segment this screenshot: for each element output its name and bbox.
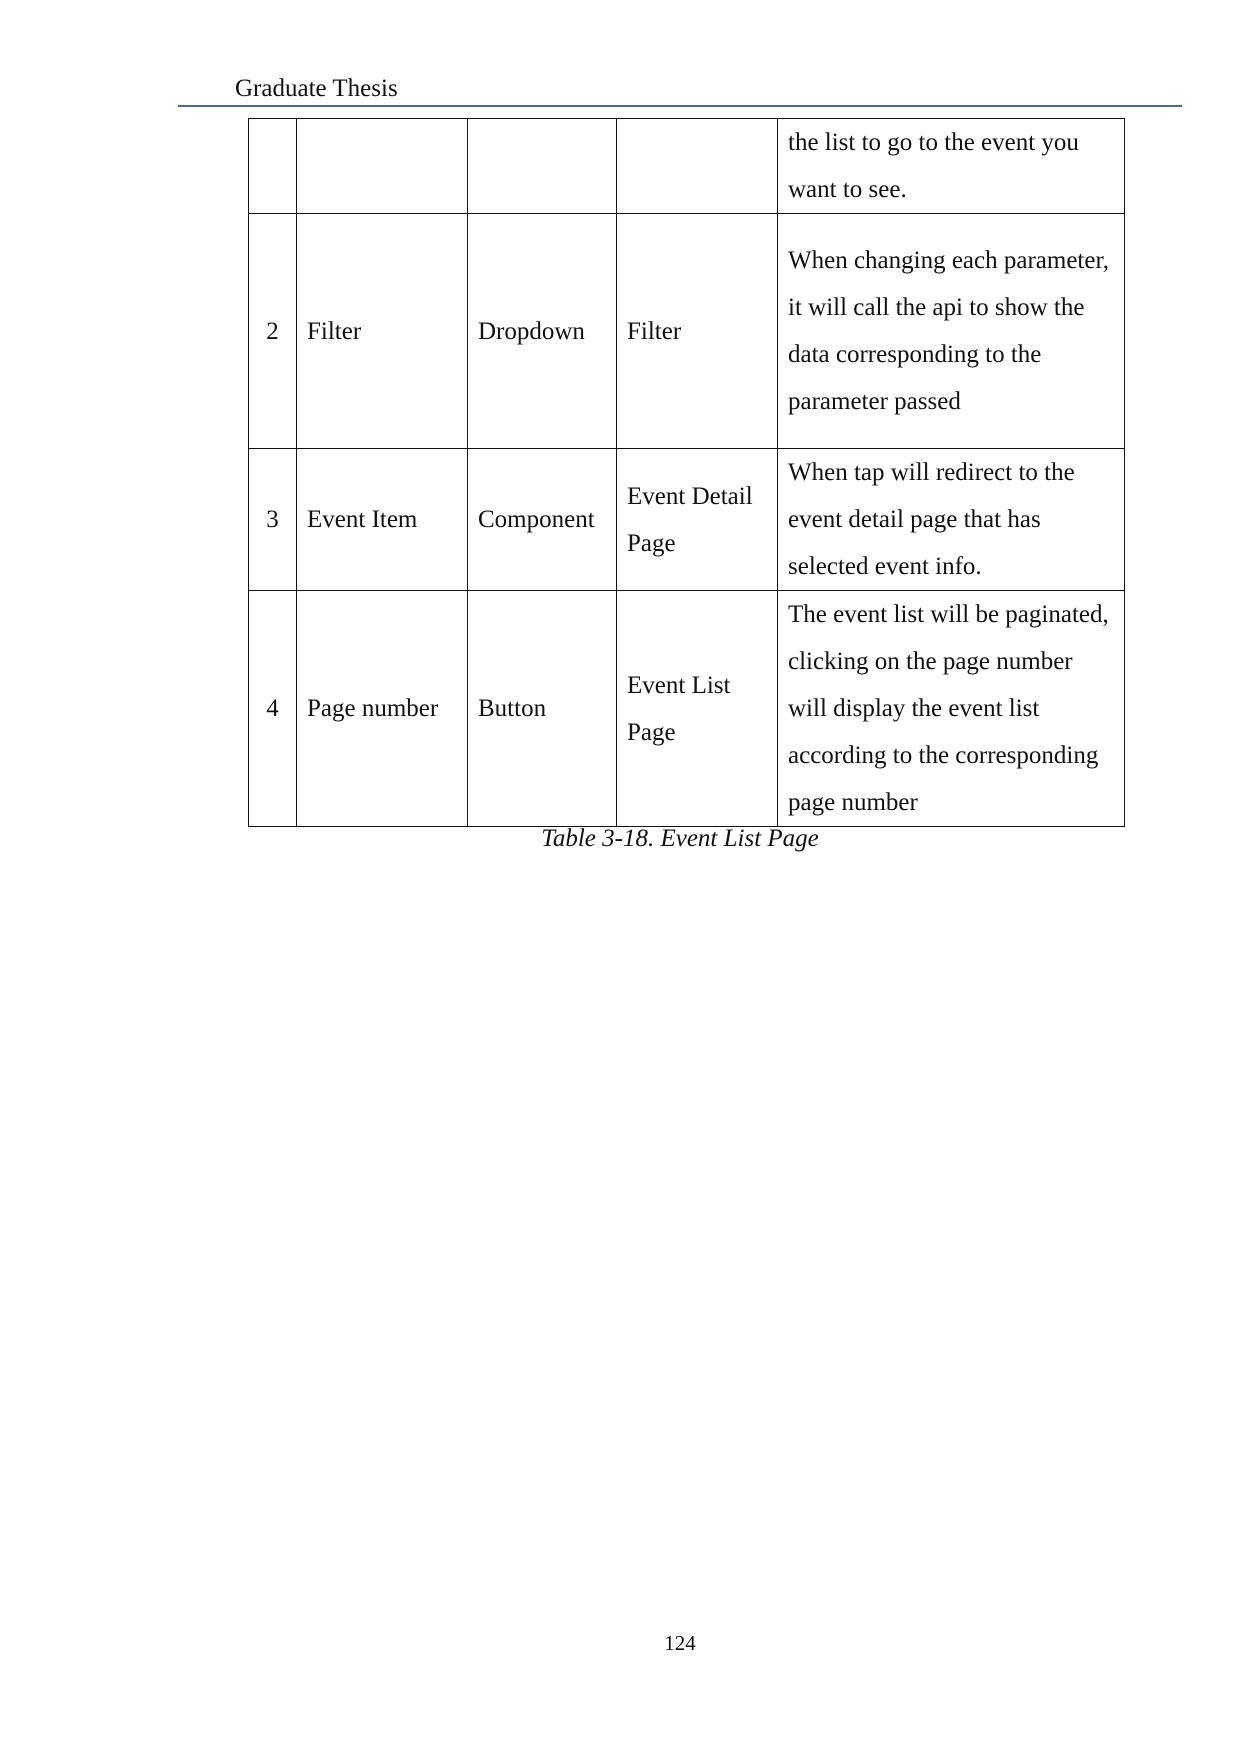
item-name-cell (297, 119, 468, 214)
table-row (249, 449, 1125, 591)
event-list-spec-table (248, 118, 1125, 827)
item-target-cell: Filter (617, 214, 778, 449)
item-type-cell: Button (468, 591, 617, 827)
item-description-cell: When changing each parameter, it will call the api to show the data corresponding to the parameter passed (778, 214, 1125, 449)
item-target-cell: Event List Page (617, 591, 778, 827)
item-description-cell: When tap will redirect to the event detail page that has selected event info. (778, 449, 1125, 591)
item-name-cell: Event Item (297, 449, 468, 591)
item-target-cell (617, 119, 778, 214)
row-number-cell: 3 (249, 449, 297, 591)
row-number-cell (249, 119, 297, 214)
page-number: 124 (664, 1631, 696, 1655)
item-type-cell (468, 119, 617, 214)
item-description-cell: the list to go to the event you want to see. (778, 119, 1125, 214)
item-type-cell: Component (468, 449, 617, 591)
table-row (249, 214, 1125, 449)
header-divider (178, 105, 1182, 107)
row-number-cell: 2 (249, 214, 297, 449)
item-target-cell: Event Detail Page (617, 449, 778, 591)
item-type-cell: Dropdown (468, 214, 617, 449)
row-number-cell: 4 (249, 591, 297, 827)
page-header-title: Graduate Thesis (235, 75, 398, 102)
item-name-cell: Page number (297, 591, 468, 827)
table-caption: Table 3-18. Event List Page (541, 825, 819, 852)
table-row (249, 591, 1125, 827)
item-name-cell: Filter (297, 214, 468, 449)
table-row (249, 119, 1125, 214)
item-description-cell: The event list will be paginated, clicking on the page number will display the event list according to the corresponding page number (778, 591, 1125, 827)
